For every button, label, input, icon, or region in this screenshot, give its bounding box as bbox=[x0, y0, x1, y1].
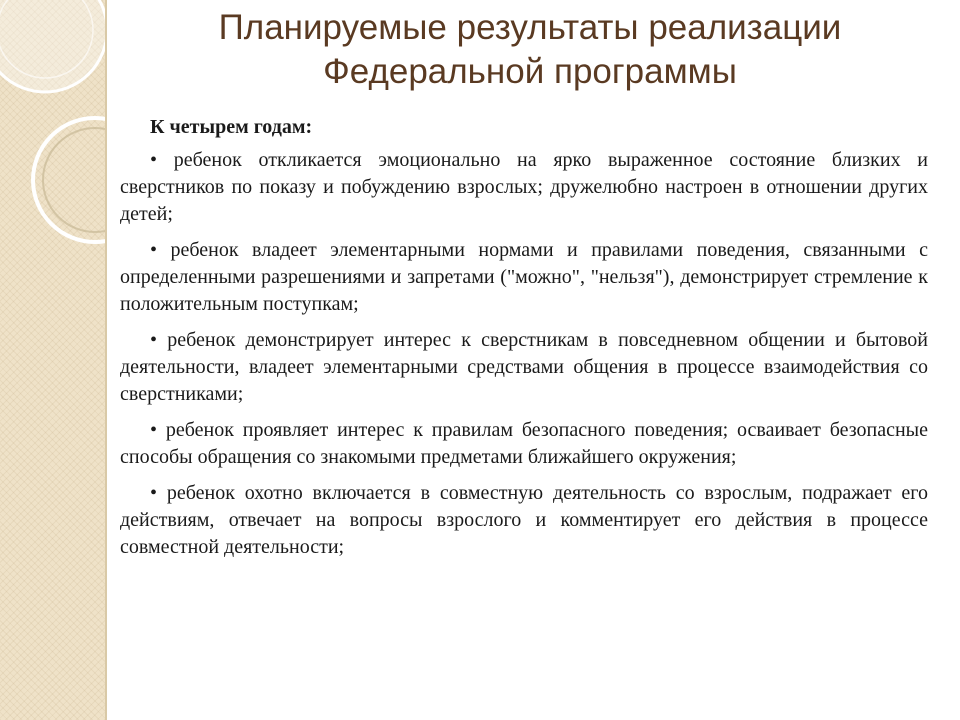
title-line-2: Федеральной программы bbox=[323, 52, 737, 91]
title-line-1: Планируемые результаты реализации bbox=[218, 8, 842, 47]
slide-content bbox=[120, 114, 928, 570]
bullet-item-1: • ребенок откликается эмоционально на ярко выраженное состояние близких и сверстников по показу и побуждению взрослых; дружелюбно настроен в отношении других детей; bbox=[120, 149, 928, 225]
bullet-item-3: • ребенок демонстрирует интерес к сверстникам в повседневном общении и бытовой деятельности, владеет элементарными средствами общения в процессе взаимодействия со сверстниками; bbox=[120, 329, 928, 405]
subheading: К четырем годам: bbox=[150, 116, 313, 138]
decorative-side-strip bbox=[0, 0, 105, 720]
strip-divider bbox=[105, 0, 107, 720]
decorative-circles-icon bbox=[0, 0, 105, 720]
slide-title bbox=[130, 6, 930, 94]
bullet-item-5: • ребенок охотно включается в совместную деятельность со взрослым, подражает его действиям, отвечает на вопросы взрослого и комментирует его действия в процессе совместной деятельности; bbox=[120, 482, 928, 558]
bullet-item-4: • ребенок проявляет интерес к правилам безопасного поведения; осваивает безопасные способы обращения со знакомыми предметами ближайшего окружения; bbox=[120, 419, 928, 468]
bullet-item-2: • ребенок владеет элементарными нормами и правилами поведения, связанными с определенными разрешениями и запретами ("можно", "нельзя"), демонстрирует стремление к положительным поступкам; bbox=[120, 239, 928, 315]
